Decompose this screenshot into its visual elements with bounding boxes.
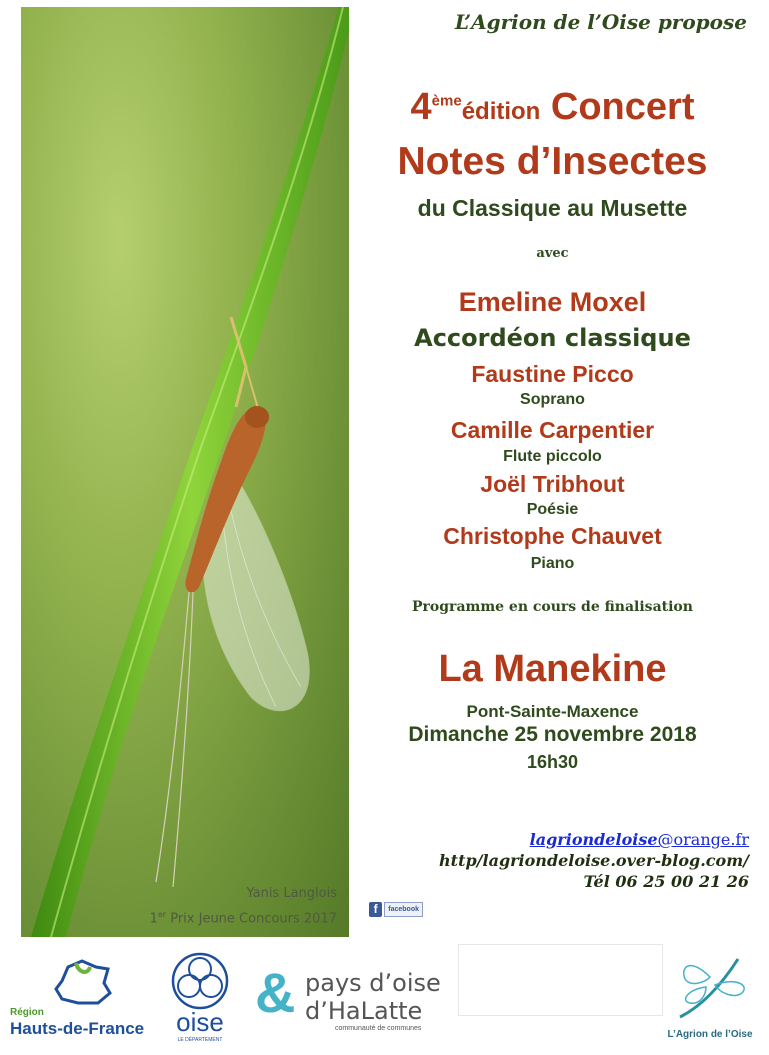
event-date: Dimanche 25 novembre 2018 [408, 723, 697, 746]
performer-role: Piano [530, 555, 575, 572]
ampersand-icon: & [255, 961, 296, 1024]
blog-url[interactable]: http/lagriondeloise.over-blog.com/ [439, 851, 749, 870]
sponsor-logos [0, 945, 769, 1055]
photo-credit-author: Yanis Langlois [246, 886, 337, 901]
dragonfly-icon [660, 947, 760, 1025]
concert-title: Notes d’Insectes [397, 140, 708, 183]
email-link[interactable]: lagriondeloise@orange.fr [529, 830, 749, 849]
mayfly-illustration [21, 7, 349, 937]
facebook-label: facebook [384, 902, 423, 917]
performer-role: Accordéon classique [414, 324, 691, 352]
photo-credit-prize: 1er Prix Jeune Concours 2017 [149, 910, 337, 927]
performer-role: Soprano [520, 391, 585, 408]
agrion-logo: L’Agrion de l’Oise [660, 947, 765, 1047]
venue-name: La Manekine [438, 648, 667, 690]
pays-oise-logo: & pays d’oise d’HaLatte communauté de communes [255, 961, 441, 1032]
phone-number: Tél 06 25 00 21 26 [583, 872, 749, 891]
facebook-icon: f [369, 902, 382, 917]
performer-name: Joël Tribhout [480, 471, 625, 497]
oise-emblem-icon [165, 951, 235, 1011]
france-map-icon [48, 959, 118, 1007]
presenter-line: L’Agrion de l’Oise propose [454, 10, 747, 34]
performer-name: Emeline Moxel [458, 287, 647, 317]
performer-name: Faustine Picco [471, 361, 634, 387]
facebook-badge[interactable] [369, 900, 423, 918]
performer-role: Poésie [526, 501, 579, 518]
program-note: Programme en cours de finalisation [412, 599, 693, 615]
oise-logo: oise LE DÉPARTEMENT [165, 951, 235, 1046]
contact-email[interactable] [530, 830, 749, 849]
event-time: 16h30 [526, 752, 579, 772]
performer-name: Camille Carpentier [450, 417, 655, 443]
performer-role: Flute piccolo [503, 448, 602, 465]
performer-name: Christophe Chauvet [443, 523, 662, 549]
concert-subtitle: du Classique au Musette [417, 195, 688, 221]
venue-town: Pont-Sainte-Maxence [466, 702, 639, 721]
region-logo: Région Hauts-de-France [10, 959, 150, 1039]
edition-title: 4èmeédition Concert [410, 86, 695, 128]
with-label: avec [536, 246, 569, 261]
mayfly-photo [21, 7, 349, 937]
